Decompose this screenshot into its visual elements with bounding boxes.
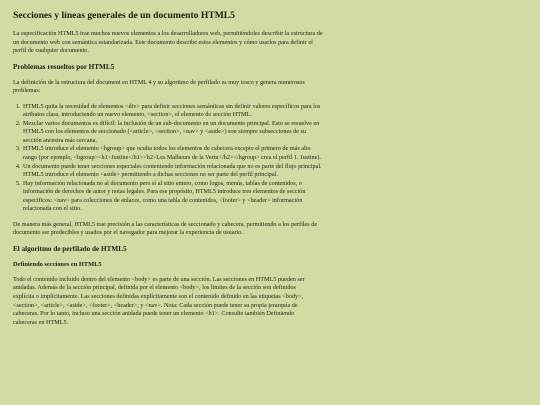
list-item: 2. Mezclar varios documentos es difícil: la inclusión de un sub-documento en un documento principal. Esto se resuelve en HTML5 con los elementos de seccionado (<article>, <section>, <nav> y <aside>) son siempre subsecciones de su sección ancestra más cercana. <box>22 120 322 146</box>
section-heading-algorithm: El algoritmo de perfilado de HTML5 <box>13 244 127 253</box>
problems-list <box>13 103 322 214</box>
list-item: 1. HTML5 quita la necesidad de elementos <div> para definir secciones semánticas sin definir valores específicos para los atributos class, introduciendo un nuevo elemento, <section>, el elemento de sección HTML. <box>22 103 322 120</box>
page-title: Secciones y líneas generales de un documento HTML5 <box>13 10 235 21</box>
subsection-heading-sections: Definiendo secciones en HTML5 <box>13 260 102 268</box>
list-item: 4. Un documento puede tener secciones especiales conteniendo información relacionada que no es parte del flujo principal. HTML5 introduce el elemento <aside> permitiendo a dichas secciones no ser parte del perfil principal. <box>22 163 322 180</box>
problems-paragraph: La definición de la estructura del document en HTML 4 y su algoritmo de perfilado es muy tosco y genera numerosos problemas: <box>13 78 305 95</box>
sections-paragraph: Todo el contenido incluido dentro del elemento <body> es parte de una sección. Las secciones en HTML5 pueden ser anidadas. Además de la sección principal, definida por el elemento <body>, los limites de la sección son definidos explícita o implícitamente. Las secciones definidas explícitamente son el contenido definido en las etiquetas <body>, <section>, <article>, <aside>, <footer>, <header>, y <nav>. Nota: Cada sección puede tener su propia jerarquía de cabeceras. Por lo tanto, incluso una sección anidada puede tener un elemento <h1>. Consulte también Definiendo cabeceras en HTML5. <box>13 275 305 326</box>
closing-paragraph: De manera más general, HTML5 trae precisión a las características de seccionado y cabecera, permitiendo a los perfiles de documento ser predecibles y usados por el navegador para mejorar la experiencia de usuario. <box>13 220 318 237</box>
intro-paragraph: La especificación HTML5 trae muchos nuevos elementos a los desarrolladores web, permitiéndoles describir la estructura de un documento web con semántica estandarizada. Este documento describe estos elementos y cómo usarlos para definir el perfil de cualquier documento. <box>13 30 323 55</box>
list-item: 3. HTML5 introduce el elemento <hgroup> que oculta todos los elementos de cabecera excepto el primero de más alto rango (por ejemplo, <hgroup><h1>Justine</h1><h2>Les Malheurs de la Vertu</h2></hgroup> crea el perfil 1. Justine). <box>22 145 322 162</box>
section-heading-problems: Problemas resueltos por HTML5 <box>13 62 115 71</box>
list-item: 5. Hay información relacionada no al documento pero sí al sitio entero, como logos, menús, tablas de contenidos, o información de derechos de autor y notas legales. Para ese propósito, HTML5 introduce tres elementos de sección específicos: <nav> para colecciones de enlaces, como una tabla de contenidos, <footer> y <header> información relacionada con el sitio. <box>22 180 322 214</box>
